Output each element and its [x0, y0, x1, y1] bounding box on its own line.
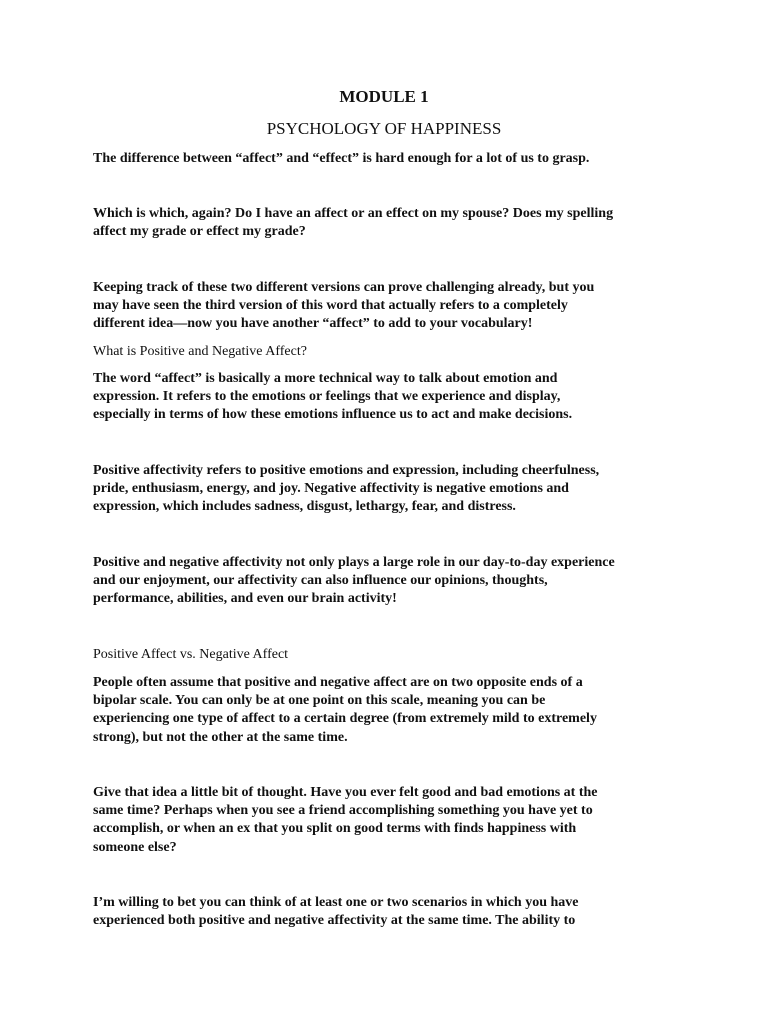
paragraph-3	[93, 279, 683, 334]
paragraph-line: affect my grade or effect my grade?	[93, 224, 306, 240]
section-heading-positive-vs-negative	[93, 646, 683, 664]
paragraph-2	[93, 205, 683, 241]
heading-line: What is Positive and Negative Affect?	[93, 344, 307, 359]
paragraph-line: Positive and negative affectivity not only plays a large role in our day-to-day experience	[93, 555, 615, 570]
paragraph-4	[93, 370, 683, 425]
paragraph-7	[93, 674, 683, 747]
document-title: PSYCHOLOGY OF HAPPINESS	[266, 119, 502, 138]
paragraph-line: Which is which, again? Do I have an affect or an effect on my spouse? Does my spelling	[93, 206, 614, 221]
paragraph-9	[93, 894, 683, 930]
paragraph-6	[93, 554, 683, 609]
paragraph-line: accomplish, or when an ex that you split on good terms with finds happiness with	[93, 821, 577, 837]
paragraph-line: Positive affectivity refers to positive emotions and expression, including cheerfulness,	[93, 463, 600, 478]
paragraph-line: The difference between “affect” and “effect” is hard enough for a lot of us to grasp.	[93, 151, 590, 166]
paragraph-line: and our enjoyment, our affectivity can also influence our opinions, thoughts,	[93, 573, 548, 589]
paragraph-line: expression, which includes sadness, disgust, lethargy, fear, and distress.	[93, 499, 516, 515]
paragraph-line: Keeping track of these two different versions can prove challenging already, but you	[93, 280, 595, 295]
paragraph-5	[93, 462, 683, 517]
paragraph-8	[93, 784, 683, 857]
paragraph-line: strong), but not the other at the same time.	[93, 729, 348, 745]
paragraph-line: pride, enthusiasm, energy, and joy. Negative affectivity is negative emotions and	[93, 481, 569, 497]
paragraph-line: Give that idea a little bit of thought. Have you ever felt good and bad emotions at the	[93, 785, 598, 800]
paragraph-line: bipolar scale. You can only be at one point on this scale, meaning you can be	[93, 693, 546, 709]
paragraph-line: experienced both positive and negative affectivity at the same time. The ability to	[93, 913, 576, 929]
paragraph-line: I’m willing to bet you can think of at least one or two scenarios in which you have	[93, 895, 579, 910]
paragraph-line: someone else?	[93, 839, 177, 855]
paragraph-line: performance, abilities, and even our brain activity!	[93, 591, 397, 607]
paragraph-line: The word “affect” is basically a more technical way to talk about emotion and	[93, 371, 558, 386]
paragraph-line: experiencing one type of affect to a certain degree (from extremely mild to extremely	[93, 711, 597, 727]
paragraph-1	[93, 150, 683, 168]
module-title: MODULE 1	[339, 87, 429, 106]
paragraph-line: different idea—now you have another “affect” to add to your vocabulary!	[93, 316, 533, 332]
paragraph-line: especially in terms of how these emotions influence us to act and make decisions.	[93, 407, 573, 423]
paragraph-line: same time? Perhaps when you see a friend accomplishing something you have yet to	[93, 803, 593, 819]
section-heading-what-is	[93, 343, 683, 361]
paragraph-line: People often assume that positive and negative affect are on two opposite ends of a	[93, 675, 583, 690]
paragraph-line: expression. It refers to the emotions or feelings that we experience and display,	[93, 389, 561, 405]
paragraph-line: may have seen the third version of this word that actually refers to a completely	[93, 298, 568, 314]
heading-line: Positive Affect vs. Negative Affect	[93, 647, 289, 662]
